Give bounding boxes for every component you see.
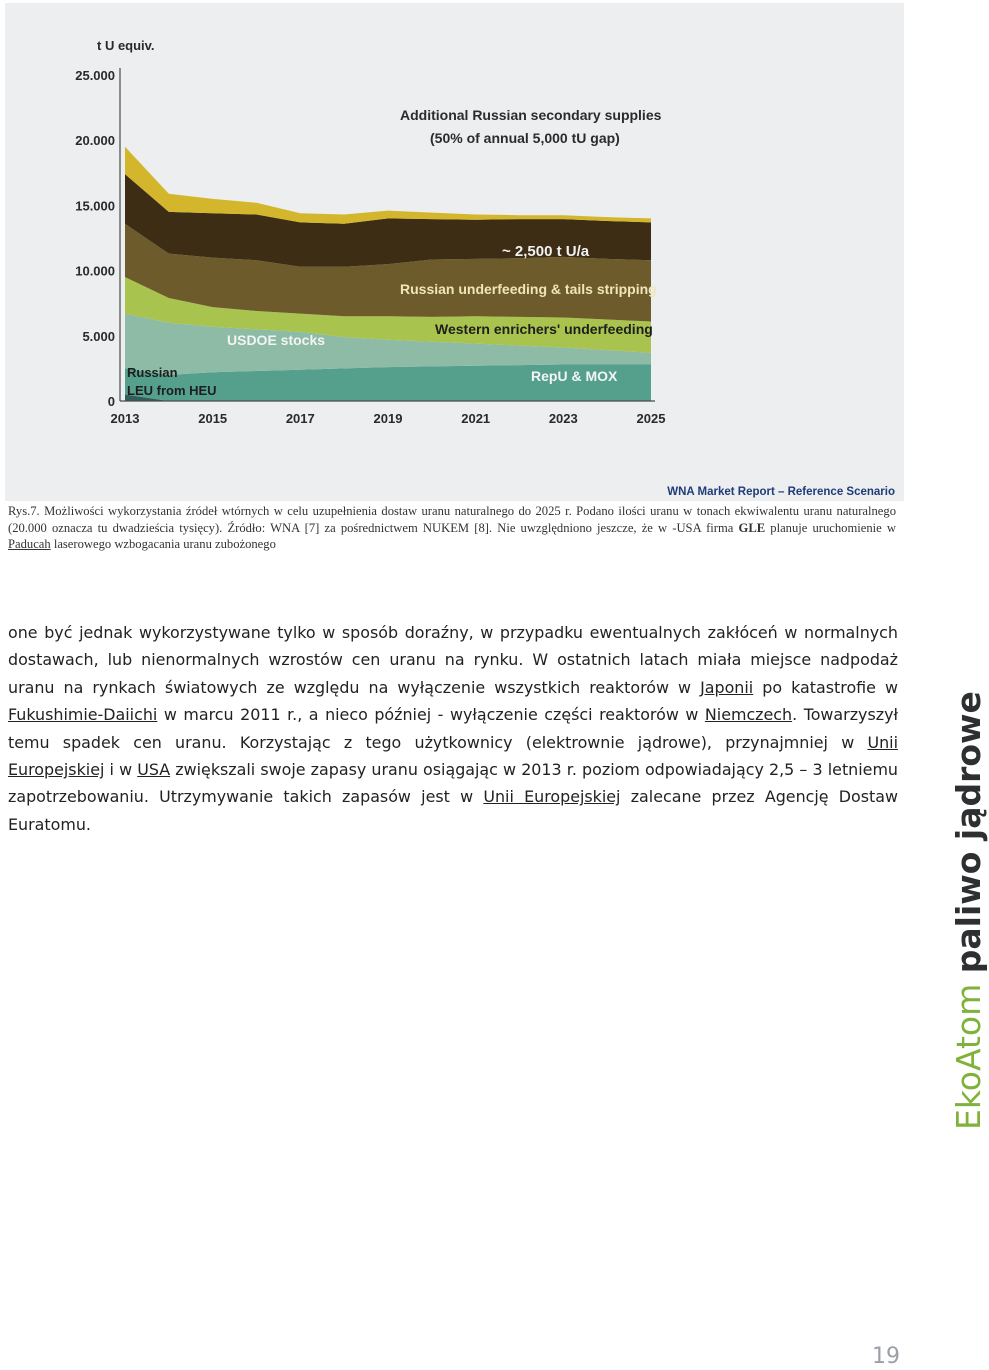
annotation-russian: Russian: [127, 365, 178, 380]
x-tick-label: 2017: [285, 411, 315, 426]
body-text-6: zwiększali swoje zapasy uranu osiągając w 2013 r. poziom odpowiadający 2,5 – 3 letniemu zapotrzebowaniu. Utrzymywanie takich zapasów jest w: [8, 760, 898, 807]
figure-caption: [8, 503, 896, 553]
x-tick-label: 2021: [461, 411, 491, 426]
chart-source: WNA Market Report – Reference Scenario: [667, 486, 895, 498]
body-text-1: one być jednak wykorzystywane tylko w sposób doraźny, w przypadku ewentualnych zakłóceń w normalnych dostawach, lub nienormalnych wzrostów cen uranu na rynku. W ostatnich latach miała miejsce nadpodaż uranu na rynkach światowych ze względu na wyłączenie wszystkich reaktorów w: [8, 623, 898, 697]
page-number: 19: [872, 1344, 900, 1369]
body-text-2: po katastrofie w: [753, 677, 898, 697]
caption-bold-gle: GLE: [738, 520, 766, 535]
body-text-5: i w: [104, 760, 138, 780]
link-paducah[interactable]: Paducah: [8, 537, 51, 551]
annotation-russian-underfeeding: Russian underfeeding & tails stripping: [400, 281, 657, 297]
side-brand: [905, 691, 988, 1130]
y-tick-label: 15.000: [75, 198, 115, 214]
y-tick-label: 20.000: [75, 133, 115, 149]
x-tick-label: 2025: [636, 411, 666, 426]
chart-figure: [5, 3, 904, 501]
body-text-4: . Towarzyszył temu spadek cen uranu. Korzystając z tego użytkownicy (elektrownie jądrowe), przynajmniej w: [8, 705, 898, 752]
link-usa[interactable]: USA: [137, 760, 171, 780]
x-tick-label: 2015: [198, 411, 228, 426]
caption-text: Rys.7. Możliwości wykorzystania źródeł wtórnych w celu uzupełnienia dostaw uranu naturalnego do 2025 r. Podano ilości uranu w tonach ekwiwalentu uranu naturalnego (20.000 oznacza tu dwadzieścia tysięcy). Źródło: WNA [7] za pośrednictwem NUKEM [8]. Nie uwzględniono jeszcze, że w -USA firma: [8, 504, 896, 535]
link-unii-europejskiej-1[interactable]: Unii Europejskiej: [8, 732, 898, 780]
annotation-usdoe-stocks: USDOE stocks: [227, 332, 326, 348]
x-tick-label: 2019: [373, 411, 403, 426]
annotation-gap-note: (50% of annual 5,000 tU gap): [430, 130, 620, 146]
brand-paliwo-jadrowe: paliwo jądrowe: [949, 691, 988, 974]
annotation-additional-supplies: Additional Russian secondary supplies: [400, 107, 662, 123]
caption-text-end: laserowego wzbogacania uranu zubożonego: [50, 537, 276, 551]
body-paragraph: [8, 619, 898, 838]
annotation-leu-from-heu: LEU from HEU: [127, 383, 217, 398]
y-tick-label: 5.000: [82, 328, 115, 344]
brand-ekoatom: EkoAtom: [949, 983, 988, 1130]
annotation-repu-mox: RepU & MOX: [531, 368, 618, 384]
y-tick-label: 0: [107, 394, 115, 409]
body-text-3: w marcu 2011 r., a nieco później - wyłączenie części reaktorów w: [157, 705, 705, 725]
link-japonii[interactable]: Japonii: [700, 677, 754, 697]
y-tick-label: 25.000: [75, 68, 115, 83]
link-niemczech[interactable]: Niemczech: [704, 705, 793, 725]
body-text-7: zalecane przez Agencję Dostaw Euratomu.: [8, 787, 899, 834]
link-fukushimie-daiichi[interactable]: Fukushimie-Daiichi: [8, 705, 158, 725]
annotation-western-enrichers: Western enrichers' underfeeding: [435, 321, 653, 337]
caption-text-after: planuje uruchomienie w: [765, 520, 896, 535]
annotation-per-year: ~ 2,500 t U/a: [502, 243, 590, 260]
y-tick-label: 10.000: [75, 263, 115, 279]
x-tick-label: 2013: [110, 411, 140, 426]
y-unit-label: t U equiv.: [97, 38, 155, 53]
x-tick-label: 2023: [548, 411, 578, 426]
stacked-area-chart: [5, 3, 904, 501]
link-unii-europejskiej-2[interactable]: Unii Europejskiej: [483, 787, 621, 807]
